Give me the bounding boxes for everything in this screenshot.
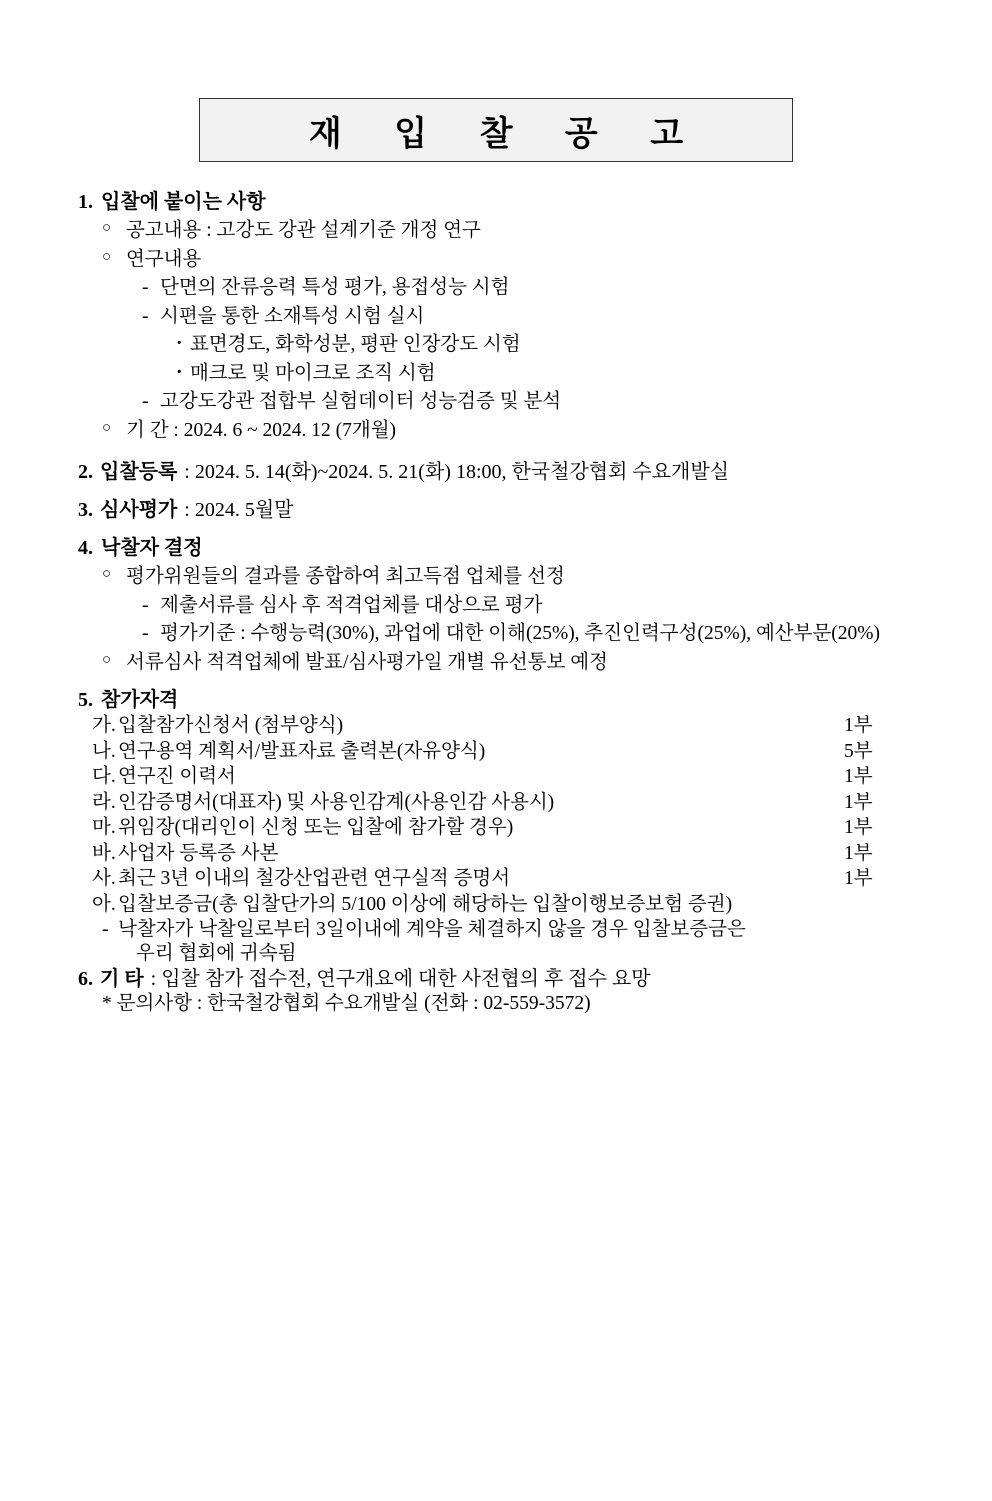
section-4-sublist: [126, 596, 908, 644]
list-item: ○ 공고내용 : 고강도 강관 설계기준 개정 연구: [102, 221, 908, 241]
section-4-title: 낙찰자 결정: [101, 537, 203, 559]
qualification-marker: 라.: [92, 791, 116, 813]
qualification-count: 1부: [844, 842, 873, 864]
qualification-text: 위임장(대리인이 신청 또는 입찰에 참가할 경우): [118, 817, 514, 838]
list-item: [140, 307, 908, 384]
list-item-label: 평가위원들의 결과를 종합하여 최고득점 업체를 선정: [126, 566, 565, 587]
qualification-row: [92, 716, 908, 736]
qualification-marker: 나.: [92, 740, 116, 762]
section-5-title: 참가자격: [101, 689, 179, 711]
document-content: [0, 192, 992, 1014]
qualification-text: 입찰보증금(총 입찰단가의 5/100 이상에 해당하는 입찰이행보증보험 증권): [118, 893, 733, 915]
section-2-number: 2.: [78, 461, 93, 483]
section-1-number: 1.: [78, 191, 93, 213]
section-1-subsublist: [160, 335, 908, 383]
qualification-marker: 사.: [92, 868, 116, 889]
page-title: 재 입 찰 공 고: [308, 115, 706, 153]
qualification-count: 1부: [844, 868, 873, 889]
list-item: ○ 서류심사 적격업체에 발표/심사평가일 개별 유선통보 예정: [102, 653, 908, 673]
list-item-label: 시편을 통한 소재특성 시험 실시: [160, 305, 425, 327]
section-1-title: 입찰에 붙이는 사항: [101, 191, 266, 213]
list-item: [102, 567, 908, 644]
document-page: [0, 98, 992, 1501]
qualification-count: 1부: [844, 766, 873, 787]
section-6-heading: [78, 969, 908, 989]
qualification-subnote-line2: 우리 협회에 귀속됨: [136, 942, 297, 964]
dash-marker: -: [102, 919, 109, 940]
section-6-number: 6.: [78, 968, 93, 990]
qualification-count: 1부: [844, 791, 873, 813]
qualification-row: [92, 895, 908, 915]
list-item: ○ 기 간 : 2024. 6 ~ 2024. 12 (7개월): [102, 421, 908, 441]
section-2-heading: [78, 462, 908, 482]
qualification-row: [92, 742, 908, 762]
list-item: · 매크로 및 마이크로 조직 시험: [174, 364, 908, 384]
section-5: [78, 690, 908, 963]
qualification-row: [92, 844, 908, 864]
list-item: [102, 250, 908, 412]
section-3-value: : 2024. 5월말: [184, 499, 294, 521]
section-5-heading: [78, 690, 908, 710]
qualification-subnote-line1: [92, 920, 908, 940]
qualification-row: [92, 793, 908, 813]
qualification-text: 사업자 등록증 사본: [118, 842, 279, 864]
qualification-text: 연구진 이력서: [118, 766, 236, 787]
list-item-label: 연구내용: [126, 248, 202, 270]
qualification-row: [92, 869, 908, 889]
qualification-subnote-text: 낙찰자가 낙찰일로부터 3일이내에 계약을 체결하지 않을 경우 입찰보증금은: [118, 919, 746, 940]
qualification-marker: 다.: [92, 766, 116, 787]
contact-note: * 문의사항 : 한국철강협회 수요개발실 (전화 : 02-559-3572): [102, 993, 591, 1014]
section-5-number: 5.: [78, 689, 93, 711]
section-6: [78, 969, 908, 1014]
qualification-text: 입찰참가신청서 (첨부양식): [118, 715, 344, 736]
list-item: - 고강도강관 접합부 실험데이터 성능검증 및 분석: [140, 392, 908, 412]
qualification-marker: 가.: [92, 715, 116, 736]
section-4-heading: [78, 538, 908, 558]
section-3-number: 3.: [78, 499, 93, 521]
section-2: [78, 462, 908, 482]
section-6-value: : 입찰 참가 접수전, 연구개요에 대한 사전협의 후 접수 요망: [150, 968, 651, 990]
section-6-title: 기 타: [100, 968, 144, 990]
section-4-list: [78, 567, 908, 672]
qualification-marker: 바.: [92, 842, 116, 864]
title-container: [0, 98, 992, 162]
section-1: [78, 192, 908, 440]
qualification-count: 1부: [844, 817, 873, 838]
section-4: [78, 538, 908, 672]
section-4-number: 4.: [78, 537, 93, 559]
qualification-text: 인감증명서(대표자) 및 사용인감계(사용인감 사용시): [118, 791, 555, 813]
list-item: · 표면경도, 화학성분, 평판 인장강도 시험: [174, 335, 908, 355]
section-3: [78, 500, 908, 520]
qualification-list: [78, 716, 908, 963]
qualification-marker: 마.: [92, 817, 116, 838]
section-2-title: 입찰등록: [100, 461, 178, 483]
section-3-heading: [78, 500, 908, 520]
qualification-row: [92, 767, 908, 787]
section-3-title: 심사평가: [100, 499, 178, 521]
list-item: - 단면의 잔류응력 특성 평가, 용접성능 시험: [140, 278, 908, 298]
list-item: - 평가기준 : 수행능력(30%), 과업에 대한 이해(25%), 추진인력구성(25%), 예산부문(20%): [140, 624, 908, 644]
section-1-heading: [78, 192, 908, 212]
list-item: - 제출서류를 심사 후 적격업체를 대상으로 평가: [140, 596, 908, 616]
qualification-count: 1부: [844, 715, 873, 736]
qualification-marker: 아.: [92, 893, 116, 915]
section-1-sublist: [126, 278, 908, 412]
qualification-row: [92, 818, 908, 838]
section-1-list: [78, 221, 908, 440]
section-2-value: : 2024. 5. 14(화)~2024. 5. 21(화) 18:00, 한국철강협회 수요개발실: [184, 461, 730, 483]
qualification-count: 5부: [844, 740, 873, 762]
qualification-text: 최근 3년 이내의 철강산업관련 연구실적 증명서: [118, 868, 511, 889]
title-box: [199, 98, 793, 162]
qualification-text: 연구용역 계획서/발표자료 출력본(자유양식): [118, 740, 486, 762]
